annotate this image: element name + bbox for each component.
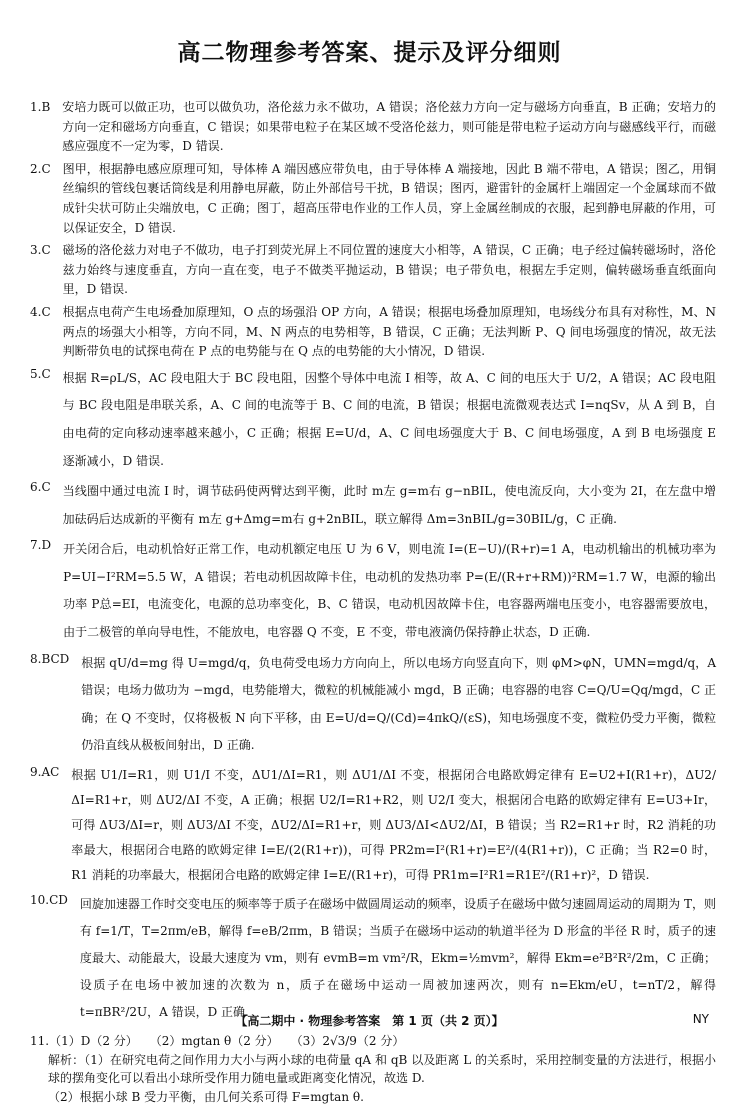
item-explanation: 安培力既可以做正功，也可以做负功，洛伦兹力永不做功，A 错误；洛伦兹力方向一定与磁场方向垂直，B 正确；安培力的方向一定和磁场方向垂直，C 错误；如果带电粒子在某区域不受洛伦兹力，则可能是带电粒子运动方向与磁感线平行，而磁感应强度不一定为零，D 错误. — [62, 100, 716, 154]
footer-code: NY — [692, 1012, 709, 1026]
answer-item-8 — [30, 650, 716, 760]
item-explanation: 当线圈中通过电流 I 时，调节砝码使两臂达到平衡，此时 m左 g=m右 g−nBIL，使电流反向，大小变为 2I，在左盘中增加砝码后达成新的平衡有 m左 g+Δmg=m右 g+2nBIL，联立解得 Δm=3nBIL/g=30BIL/g，C 正确. — [62, 484, 716, 526]
item-number: 4.C — [30, 304, 63, 319]
page-footer — [0, 1012, 739, 1030]
item-explanation: 磁场的洛伦兹力对电子不做功，电子打到荧光屏上不同位置的速度大小相等，A 错误，C 正确；电子经过偏转磁场时，洛伦兹力始终与速度垂直，方向一直在变，电子不做类平抛运动，B 错误；电子带负电，根据左手定则，偏转磁场垂直纸面向里，D 错误. — [62, 243, 716, 297]
answer-item-1 — [30, 98, 716, 157]
q11-answers: 11.（1）D（2 分） （2）mgtan θ（2 分） （3）2√3/9（2 分） — [30, 1034, 405, 1049]
answer-item-10 — [30, 891, 716, 1026]
item-number: 3.C — [30, 243, 63, 258]
answer-item-6 — [30, 478, 716, 533]
item-number: 2.C — [30, 161, 63, 176]
q11-analysis-2: （2）根据小球 B 受力平衡，由几何关系可得 F=mgtan θ. — [48, 1089, 364, 1104]
item-explanation: 根据 qU/d=mg 得 U=mgd/q，负电荷受电场力方向向上，所以电场方向竖直向下，则 φM>φN，UMN=mgd/q，A 错误；电场力做功为 −mgd，电势能增大，微粒的机械能减小 mgd，B 正确；电容器的电容 C=Q/U=Qq/mgd，C 正确；在 Q 不变时，仅将极板 N 向下平移，由 E=U/d=Q/(Cd)=4πkQ/(εS)，知电场强度不变，微粒仍受力平衡，微粒仍沿直线从极板间射出，D 正确. — [81, 655, 716, 753]
item-explanation: 根据点电荷产生电场叠加原理知，O 点的场强沿 OP 方向，A 错误；根据电场叠加原理知，电场线分布具有对称性，M、N 两点的场强大小相等，方向不同，M、N 两点的电势相等，B 错误，C 正确；无法判断 P、Q 间电场强度的情况，故无法判断带负电的试探电荷在 P 点的电势能与在 Q 点的电势能的大小情况，D 错误. — [62, 304, 716, 359]
item-explanation: 根据 R=ρL/S，AC 段电阻大于 BC 段电阻，因整个导体中电流 I 相等，故 A、C 间的电压大于 U/2，A 错误；AC 段电阻与 BC 段电阻是串联关系，A、C 间的电流等于 B、C 间的电流，B 错误；根据电流微观表达式 I=nqSv，从 A 到 B，自由电荷的定向移动速率越来越小，C 正确；根据 E=U/d，A、C 间电场强度大于 B、C 间电场强度，A 到 B 电场强度 E 逐渐减小，D 错误. — [62, 370, 716, 468]
page-title: 高二物理参考答案、提示及评分细则 — [177, 40, 562, 66]
q11-analysis-1: 解析：（1）在研究电荷之间作用力大小与两小球的电荷量 qA 和 qB 以及距离 L 的关系时，采用控制变量的方法进行，根据小球的摆角变化可以看出小球所受作用力随电量或距离变化情况，故选 D. — [48, 1052, 716, 1086]
item-explanation: 回旋加速器工作时交变电压的频率等于质子在磁场中做圆周运动的频率，设质子在磁场中做匀速圆周运动的周期为 T，则有 f=1/T，T=2πm/eB，解得 f=eB/2πm，B 错误；当质子在磁场中运动的轨道半径为 D 形盒的半径 R 时，质子的速度最大、动能最大，设最大速度为 vm，则有 evmB=m vm²/R，Ekm=½mvm²，解得 Ekm=e²B²R²/2m，C 正确；设质子在电场中被加速的次数为 n，质子在磁场中运动一周被加速两次，则有 n=Ekm/eU，t=nT/2，解得 t=πBR²/2U，A 错误，D 正确. — [79, 897, 716, 1020]
answer-item-2 — [30, 160, 716, 238]
answer-item-9 — [30, 763, 716, 888]
footer-page-label: 【高二期中 · 物理参考答案 第 1 页（共 2 页）】 — [235, 1014, 504, 1028]
item-number: 1.B — [30, 100, 63, 114]
answer-list — [30, 98, 716, 1106]
answer-item-3 — [30, 241, 716, 300]
item-number: 8.BCD — [30, 651, 82, 666]
answer-item-4 — [30, 303, 716, 362]
item-explanation: 开关闭合后，电动机恰好正常工作，电动机额定电压 U 为 6 V，则电流 I=(E−U)/(R+r)=1 A，电动机输出的机械功率为 P=UI−I²RM=5.5 W，A 错误；若电动机因故障卡住，电动机的发热功率 P=(E/(R+r+RM))²RM=1.7 W，电源的输出功率 P总=EI，电流变化，电源的总功率变化，B、C 错误，电动机因故障卡住，电容器两端电压变小，电容器需要放电，由于二极管的单向导电性，不能放电，电容器 Q 不变，E 不变，带电液滴仍保持静止状态，D 正确. — [63, 542, 716, 640]
item-explanation: 图甲，根据静电感应原理可知，导体棒 A 端因感应带负电，由于导体棒 A 端接地，因此 B 端不带电，A 错误；图乙，用铜丝编织的管线包裹话筒线是利用静电屏蔽，防止外部信号干扰，B 错误；图丙，避雷针的金属杆上端固定一个金属球而不做成针尖状可防止尖端放电，C 正确；图丁，超高压带电作业的工作人员，穿上金属丝制成的衣服，起到静电屏蔽的作用，可以保证安全，D 错误. — [62, 161, 716, 235]
item-number: 6.C — [30, 480, 63, 495]
question-11 — [30, 1032, 716, 1106]
item-number: 10.CD — [30, 893, 80, 908]
answer-item-5 — [30, 365, 716, 475]
item-number: 5.C — [30, 366, 63, 381]
item-number: 9.AC — [30, 765, 72, 780]
answer-item-7 — [30, 536, 716, 646]
item-number: 7.D — [30, 538, 64, 553]
item-explanation: 根据 U1/I=R1，则 U1/I 不变，ΔU1/ΔI=R1，则 ΔU1/ΔI 不变，根据闭合电路欧姆定律有 E=U2+I(R1+r)，ΔU2/ΔI=R1+r，则 ΔU2/ΔI 不变，A 正确；根据 U2/I=R1+R2，则 U2/I 变大，根据闭合电路的欧姆定律有 E=U3+Ir，可得 ΔU3/ΔI=r，则 ΔU3/ΔI 不变，ΔU2/ΔI=R1+r，则 ΔU3/ΔI<ΔU2/ΔI，B 错误；当 R2=R1+r 时，R2 消耗的功率最大，根据闭合电路的欧姆定律 I=E/(2(R1+r))，可得 PR2m=I²(R1+r)=E²/(4(R1+r))，C 正确；当 R2=0 时，R1 消耗的功率最大，根据闭合电路的欧姆定律 I=E/(R1+r)，可得 PR1m=I²R1=R1E²/(R1+r)²，D 错误. — [71, 768, 716, 883]
